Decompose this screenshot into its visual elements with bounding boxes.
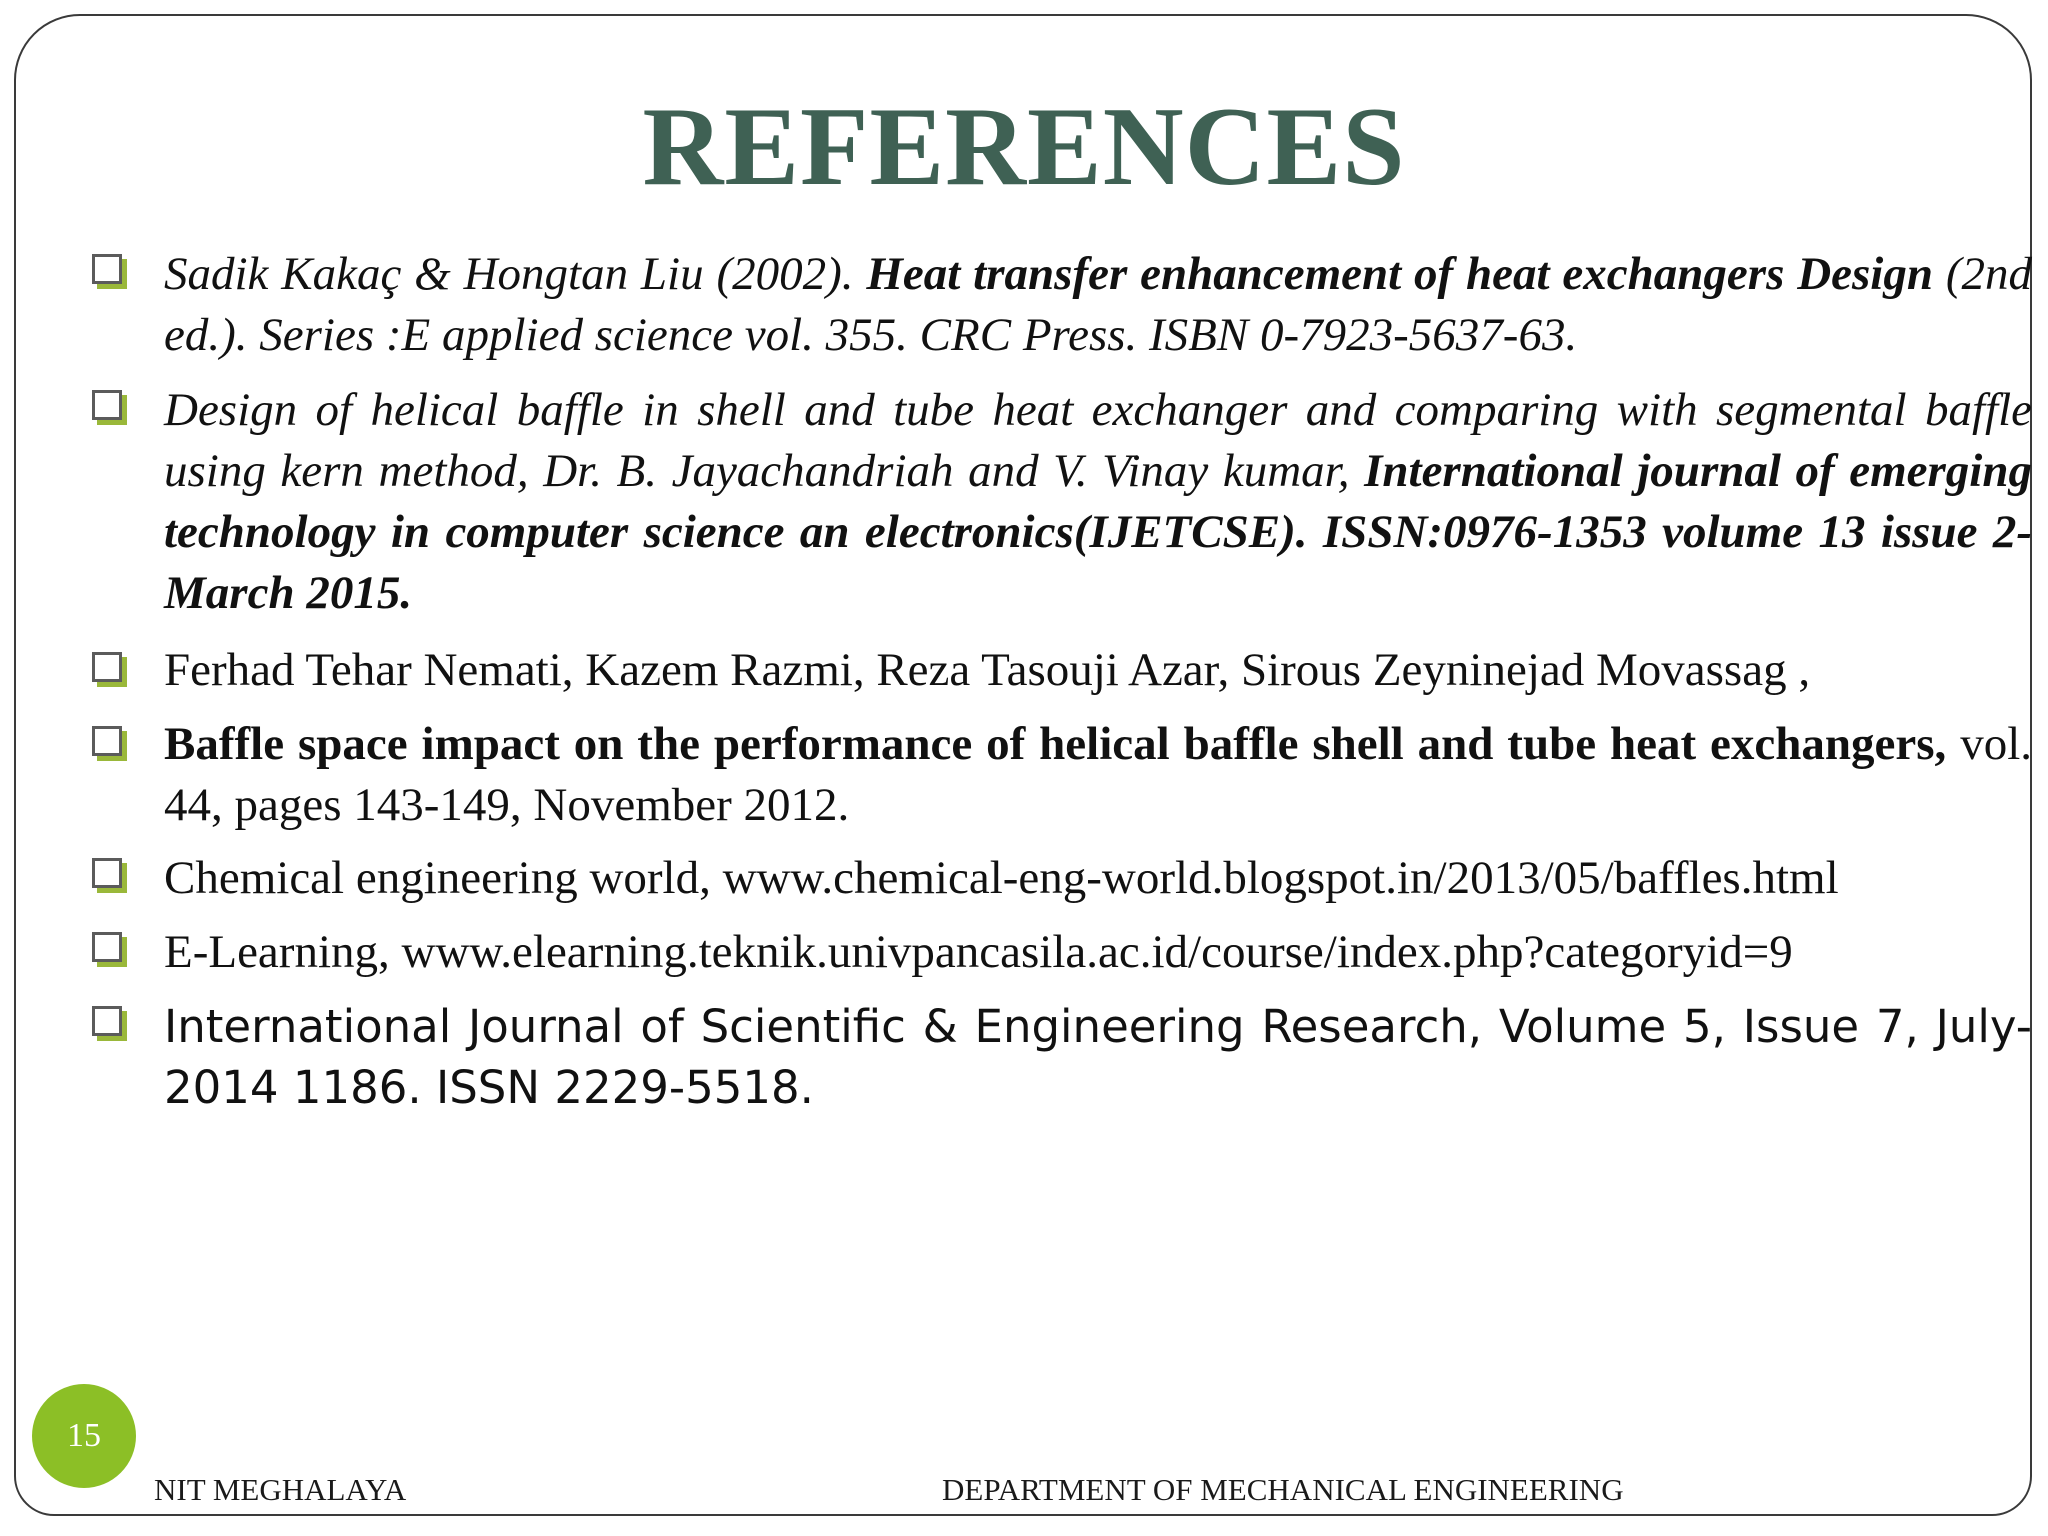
reference-1-title: Heat transfer enhancement of heat exchangers Design (866, 248, 1933, 300)
reference-2-journal: International journal of emerging technology in computer science an electronics(IJETCSE). ISSN:0976-1353 volume 13 issue 2- March 2015. (164, 445, 2033, 619)
reference-item-3 (164, 640, 2032, 701)
reference-1-authors: Sadik Kakaç & Hongtan Liu (2002). (164, 248, 867, 300)
reference-5-text: Chemical engineering world, www.chemical-eng-world.blogspot.in/2013/05/baffles.html (164, 852, 1839, 904)
checkbox-bullet-icon (92, 858, 122, 888)
reference-3-authors: Ferhad Tehar Nemati, Kazem Razmi, Reza Tasouji Azar, Sirous Zeyninejad Movassag , (164, 644, 1811, 696)
page-number-badge: 15 (32, 1384, 136, 1488)
reference-7-text: International Journal of Scientific & Engineering Research, Volume 5, Issue 7, July-2014 1186. ISSN 2229-5518. (164, 1000, 2032, 1114)
footer-institution: NIT MEGHALAYA (154, 1472, 407, 1507)
reference-item-4 (164, 714, 2032, 836)
reference-item-1 (164, 244, 2032, 366)
reference-2-title: Design of helical baffle in shell and tube heat exchanger and comparing with segmental baffle using kern method, Dr. B. Jayachandriah and V. Vinay kumar, (164, 384, 2032, 497)
reference-item-6 (164, 922, 2032, 983)
checkbox-bullet-icon (92, 932, 122, 962)
checkbox-bullet-icon (92, 390, 122, 420)
checkbox-bullet-icon (92, 254, 122, 284)
checkbox-bullet-icon (92, 652, 122, 682)
footer-department: DEPARTMENT OF MECHANICAL ENGINEERING (942, 1472, 1624, 1507)
reference-item-7 (164, 996, 2032, 1118)
checkbox-bullet-icon (92, 1006, 122, 1036)
reference-4-title: Baffle space impact on the performance of helical baffle shell and tube heat exchangers, (164, 718, 1947, 770)
slide-title: REFERENCES (642, 85, 1406, 209)
reference-item-2 (164, 380, 2032, 624)
reference-4-details: vol. 44, pages 143-149, November 2012. (164, 718, 2032, 831)
reference-6-text: E-Learning, www.elearning.teknik.univpancasila.ac.id/course/index.php?categoryid=9 (164, 926, 1793, 978)
checkbox-bullet-icon (92, 726, 122, 756)
reference-item-5 (164, 848, 2032, 909)
reference-1-details: (2nd ed.). Series :E applied science vol. 355. CRC Press. ISBN 0-7923-5637-63. (164, 248, 2032, 361)
